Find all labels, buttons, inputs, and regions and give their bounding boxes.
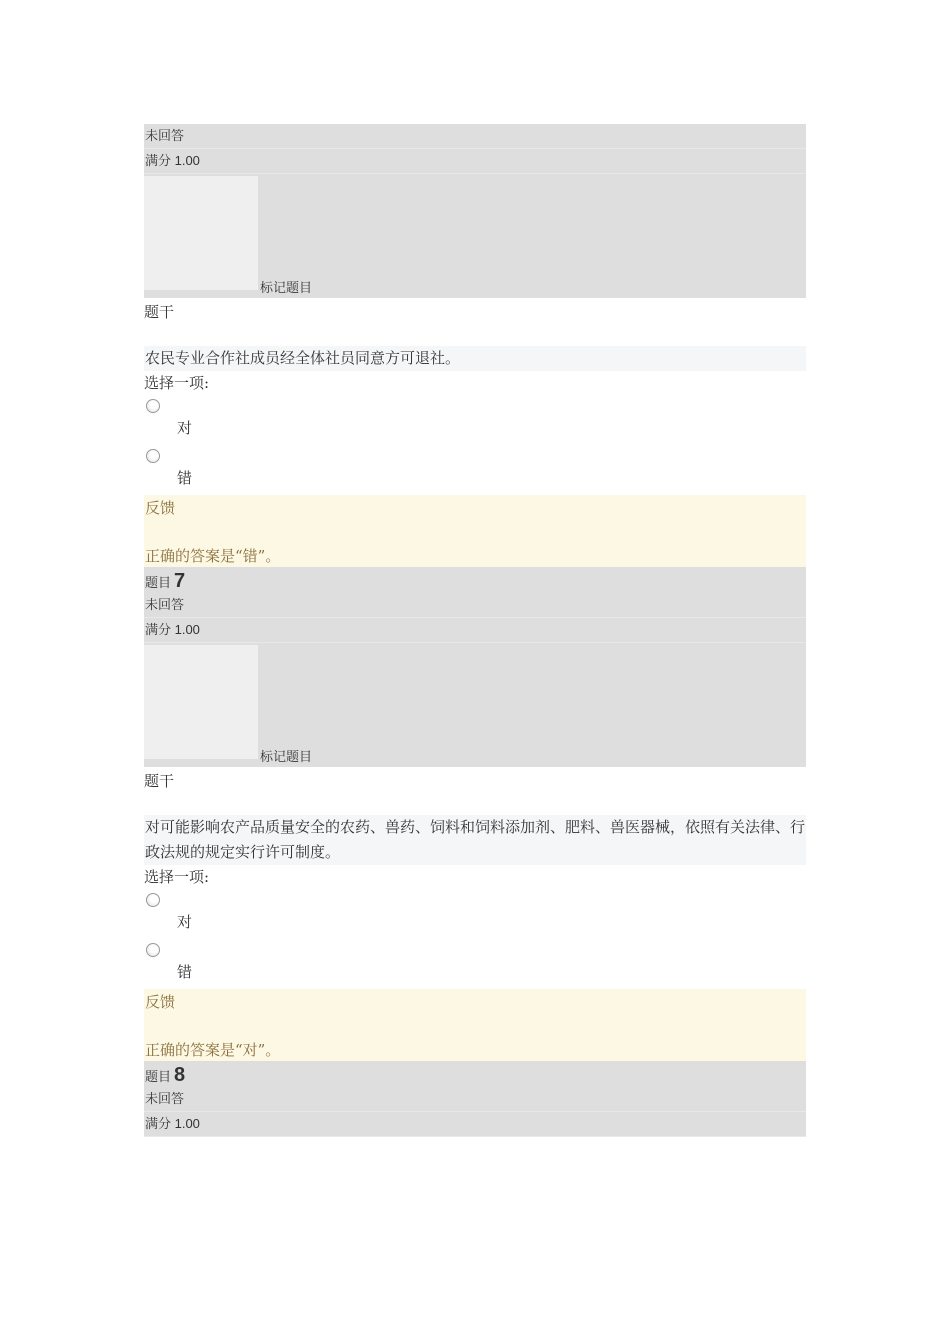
correct-answer: 正确的答案是“对”。: [145, 1041, 281, 1059]
flag-question-link[interactable]: 标记题目: [260, 281, 313, 296]
question-status: 未回答: [144, 124, 806, 149]
question-score: 满分 1.00: [144, 618, 806, 643]
feedback-title: 反馈: [145, 499, 176, 517]
question-text: 农民专业合作社成员经全体社员同意方可退社。: [144, 346, 806, 371]
question-number-label: 题目: [145, 1069, 172, 1084]
feedback-title: 反馈: [145, 993, 176, 1011]
flag-icon[interactable]: [144, 176, 258, 290]
question-score: 满分 1.00: [144, 149, 806, 174]
option-true[interactable]: [144, 395, 806, 445]
answer-prompt: 选择一项:: [144, 868, 210, 886]
question-status: 未回答: [144, 1087, 806, 1112]
question-number: [144, 567, 806, 593]
option-label[interactable]: 错: [177, 963, 193, 981]
option-true[interactable]: [144, 889, 806, 939]
option-label[interactable]: 错: [177, 469, 193, 487]
feedback-panel: [144, 495, 806, 567]
stem-title: 题干: [144, 303, 175, 321]
quiz-page: [144, 124, 806, 1137]
flag-icon[interactable]: [144, 645, 258, 759]
flag-area: [144, 643, 806, 767]
radio-icon[interactable]: [146, 399, 160, 413]
question-number-value: 8: [174, 1064, 186, 1086]
feedback-panel: [144, 989, 806, 1061]
question-number-label: 题目: [145, 575, 172, 590]
correct-answer: 正确的答案是“错”。: [145, 547, 281, 565]
flag-area: [144, 174, 806, 298]
flag-question-link[interactable]: 标记题目: [260, 750, 313, 765]
option-label[interactable]: 对: [177, 419, 193, 437]
radio-icon[interactable]: [146, 449, 160, 463]
question-number: [144, 1061, 806, 1087]
answer-prompt: 选择一项:: [144, 374, 210, 392]
radio-icon[interactable]: [146, 943, 160, 957]
option-label[interactable]: 对: [177, 913, 193, 931]
option-false[interactable]: [144, 939, 806, 989]
stem-title: 题干: [144, 772, 175, 790]
question-status: 未回答: [144, 593, 806, 618]
question-number-value: 7: [174, 570, 186, 592]
option-false[interactable]: [144, 445, 806, 495]
question-score: 满分 1.00: [144, 1112, 806, 1137]
question-text: 对可能影响农产品质量安全的农药、兽药、饲料和饲料添加剂、肥料、兽医器械，依照有关法律、行政法规的规定实行许可制度。: [144, 815, 806, 865]
radio-icon[interactable]: [146, 893, 160, 907]
